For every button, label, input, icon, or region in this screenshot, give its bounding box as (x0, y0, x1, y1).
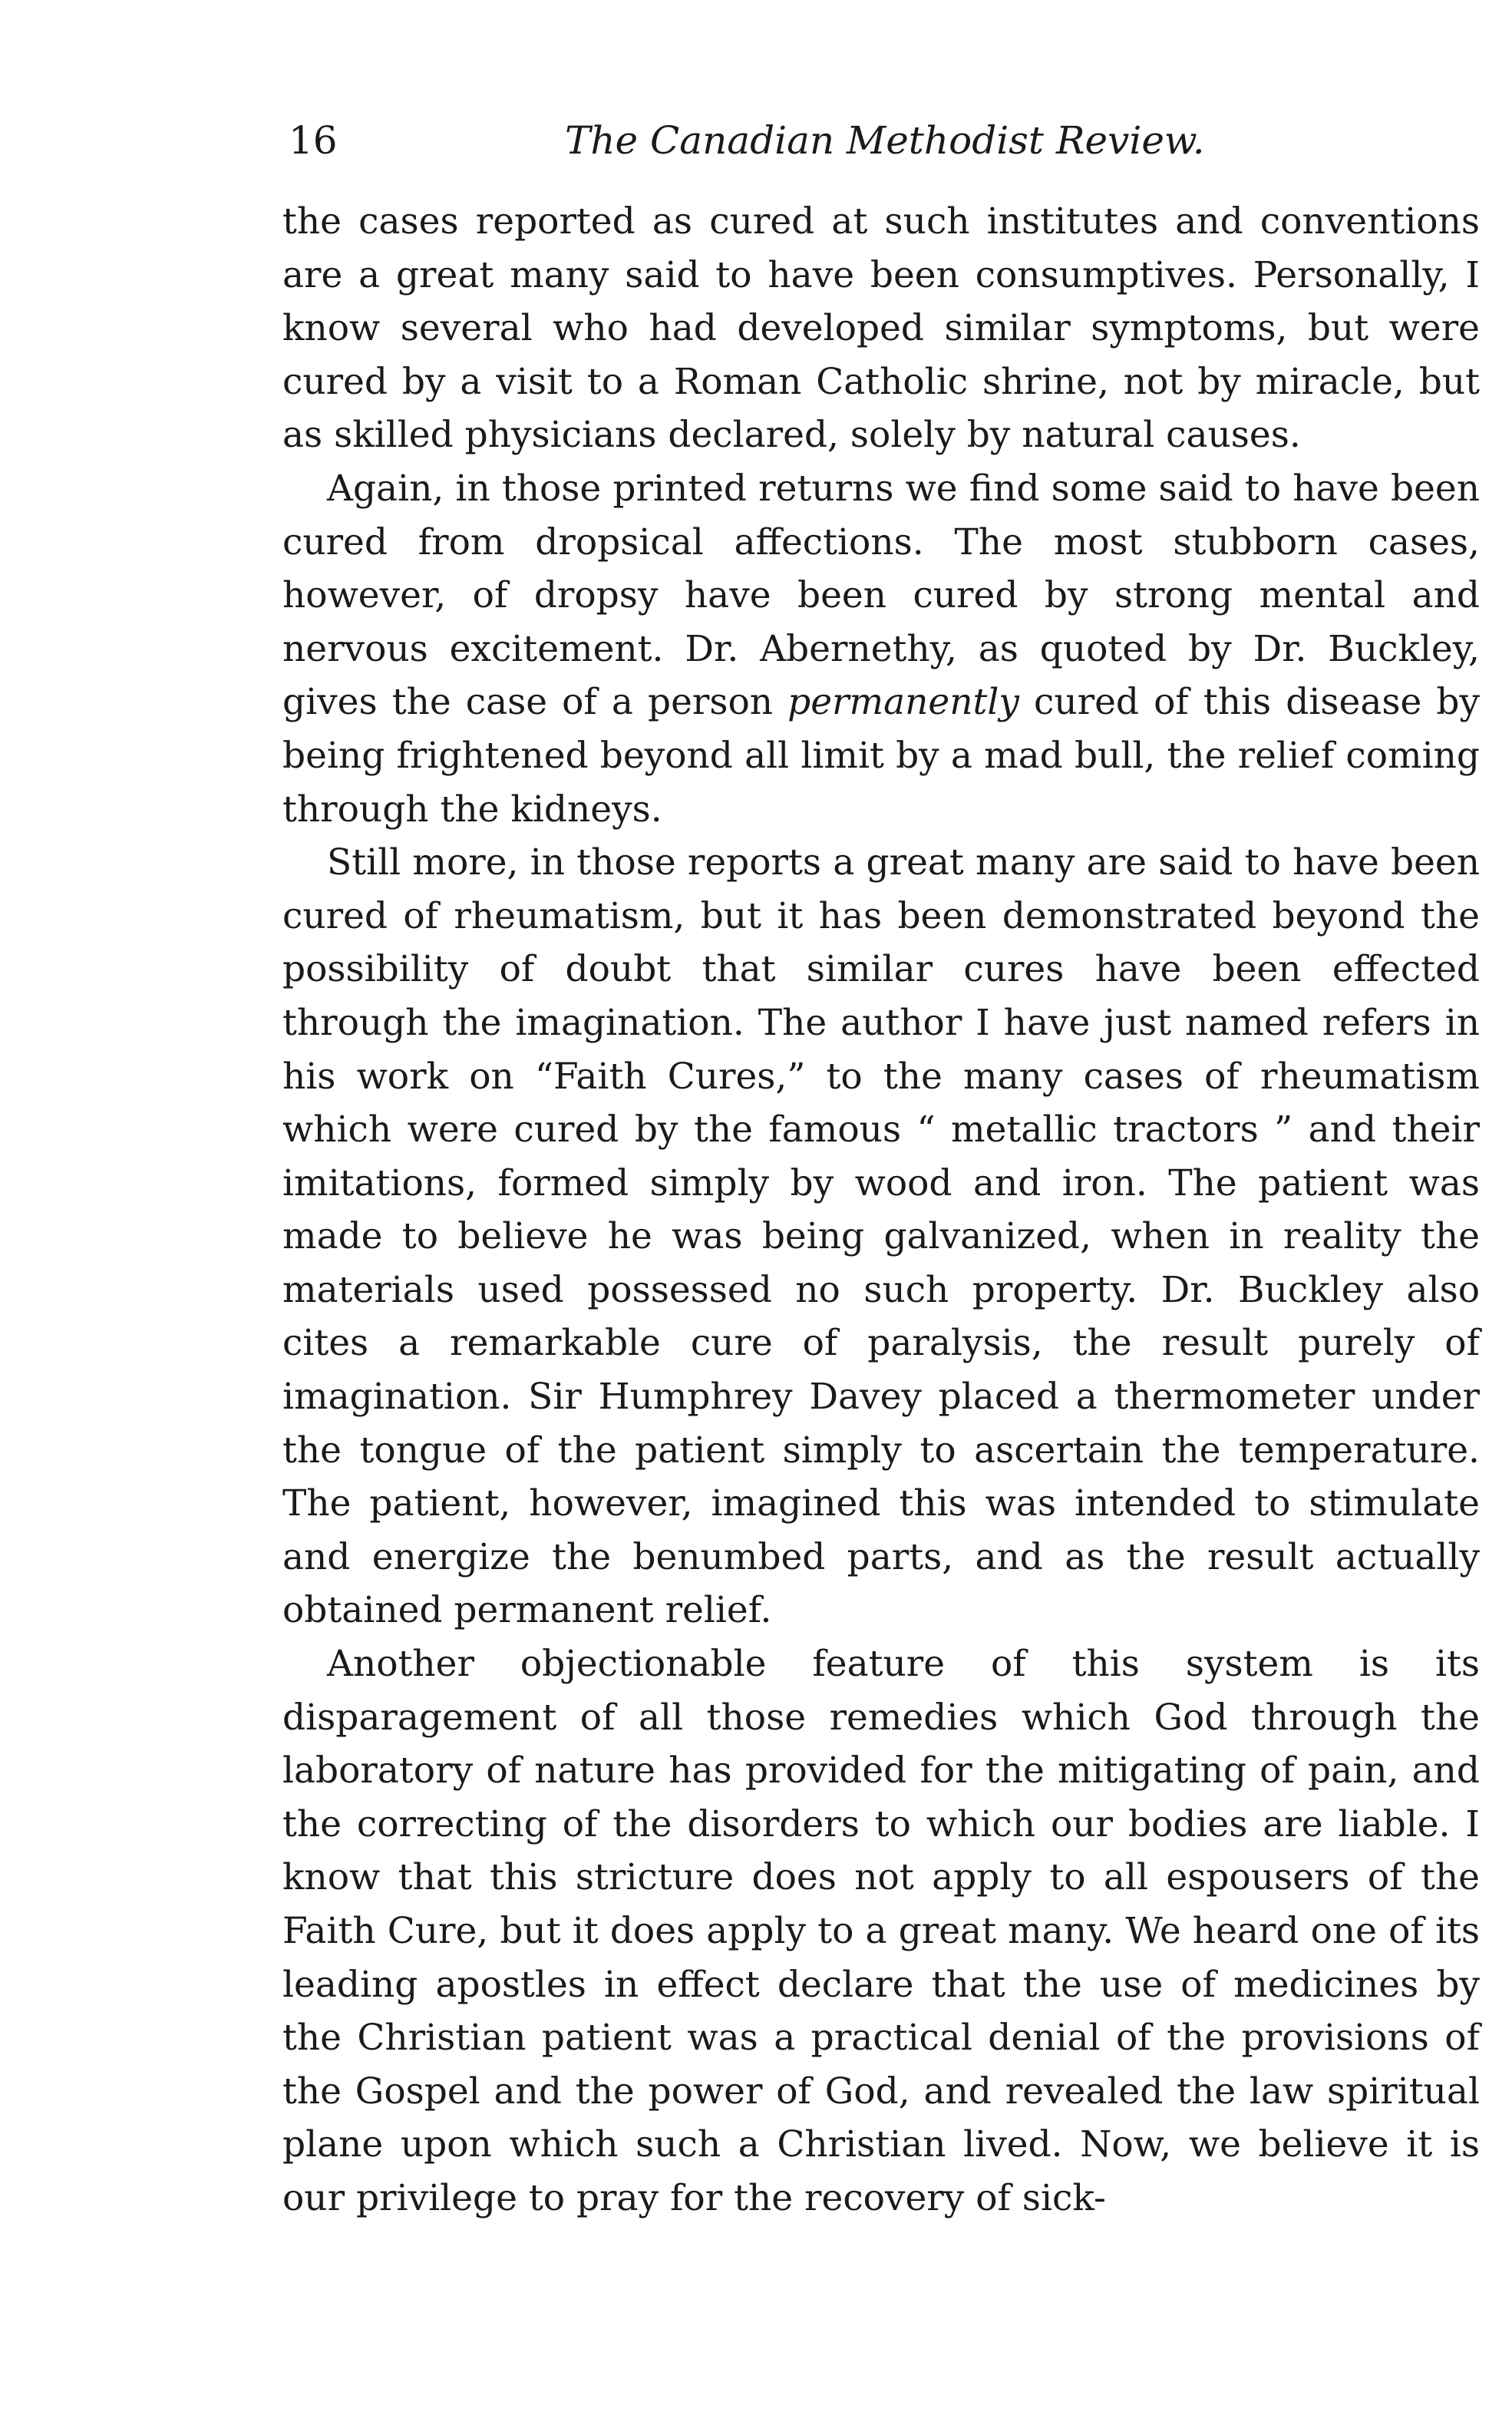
journal-title: The Canadian Methodist Review. (565, 118, 1205, 163)
paragraph-text: the cases reported as cured at such institutes and conventions are a great many said to have been consumptives. Personally, I know several who had developed similar symptoms, but were cured by a visit to a Roman Catholic shrine, not by miracle, but as skilled physicians declared, solely by natural causes. (282, 200, 1480, 457)
emphasized-word: permanently (787, 681, 1019, 724)
body-text (282, 195, 1480, 2225)
paragraph-rheumatism (282, 836, 1480, 1637)
paragraph-text: Still more, in those reports a great many are said to have been cured of rheumatism, but it has been demonstrated beyond the possibility of doubt that similar cures have been effected through the imagination. The author I have just named refers in his work on “Faith Cures,” to the many cases of rheumatism which were cured by the famous “ metallic tractors ” and their imitations, formed simply by wood and iron. The patient was made to believe he was being galvanized, when in reality the materials used possessed no such property. Dr. Buckley also cites a remarkable cure of paralysis, the result purely of imagination. Sir Humphrey Davey placed a thermometer under the tongue of the patient simply to ascertain the temperature. The patient, however, imagined this was intended to stimulate and energize the benumbed parts, and as the result actually obtained permanent relief. (282, 841, 1480, 1632)
paragraph-continuation (282, 195, 1480, 462)
paragraph-dropsy (282, 462, 1480, 836)
paragraph-text: Another objectionable feature of this system is its disparagement of all those remedies which God through the laboratory of nature has provided for the mitigating of pain, and the correcting of the disorders to which our bodies are liable. I know that this stricture does not apply to all espousers of the Faith Cure, but it does apply to a great many. We heard one of its leading apostles in effect declare that the use of medicines by the Christian patient was a practical denial of the provisions of the Gospel and the power of God, and revealed the law spiritual plane upon which such a Christian lived. Now, we believe it is our privilege to pray for the recovery of sick- (282, 1643, 1480, 2219)
paragraph-text: Again, in those printed returns we find some said to have been cured from dropsical affections. The most stubborn cases, however, of dropsy have been cured by strong mental and nervous excitement. Dr. Abernethy, as quoted by Dr. Buckley, gives the case of a person (282, 467, 1480, 724)
running-head (289, 114, 1455, 167)
paragraph-objectionable-feature (282, 1637, 1480, 2225)
paragraph-text: cured of this disease by being frightened beyond all limit by a mad bull, the relief coming through the kidneys. (282, 681, 1480, 831)
page-number: 16 (289, 118, 338, 163)
